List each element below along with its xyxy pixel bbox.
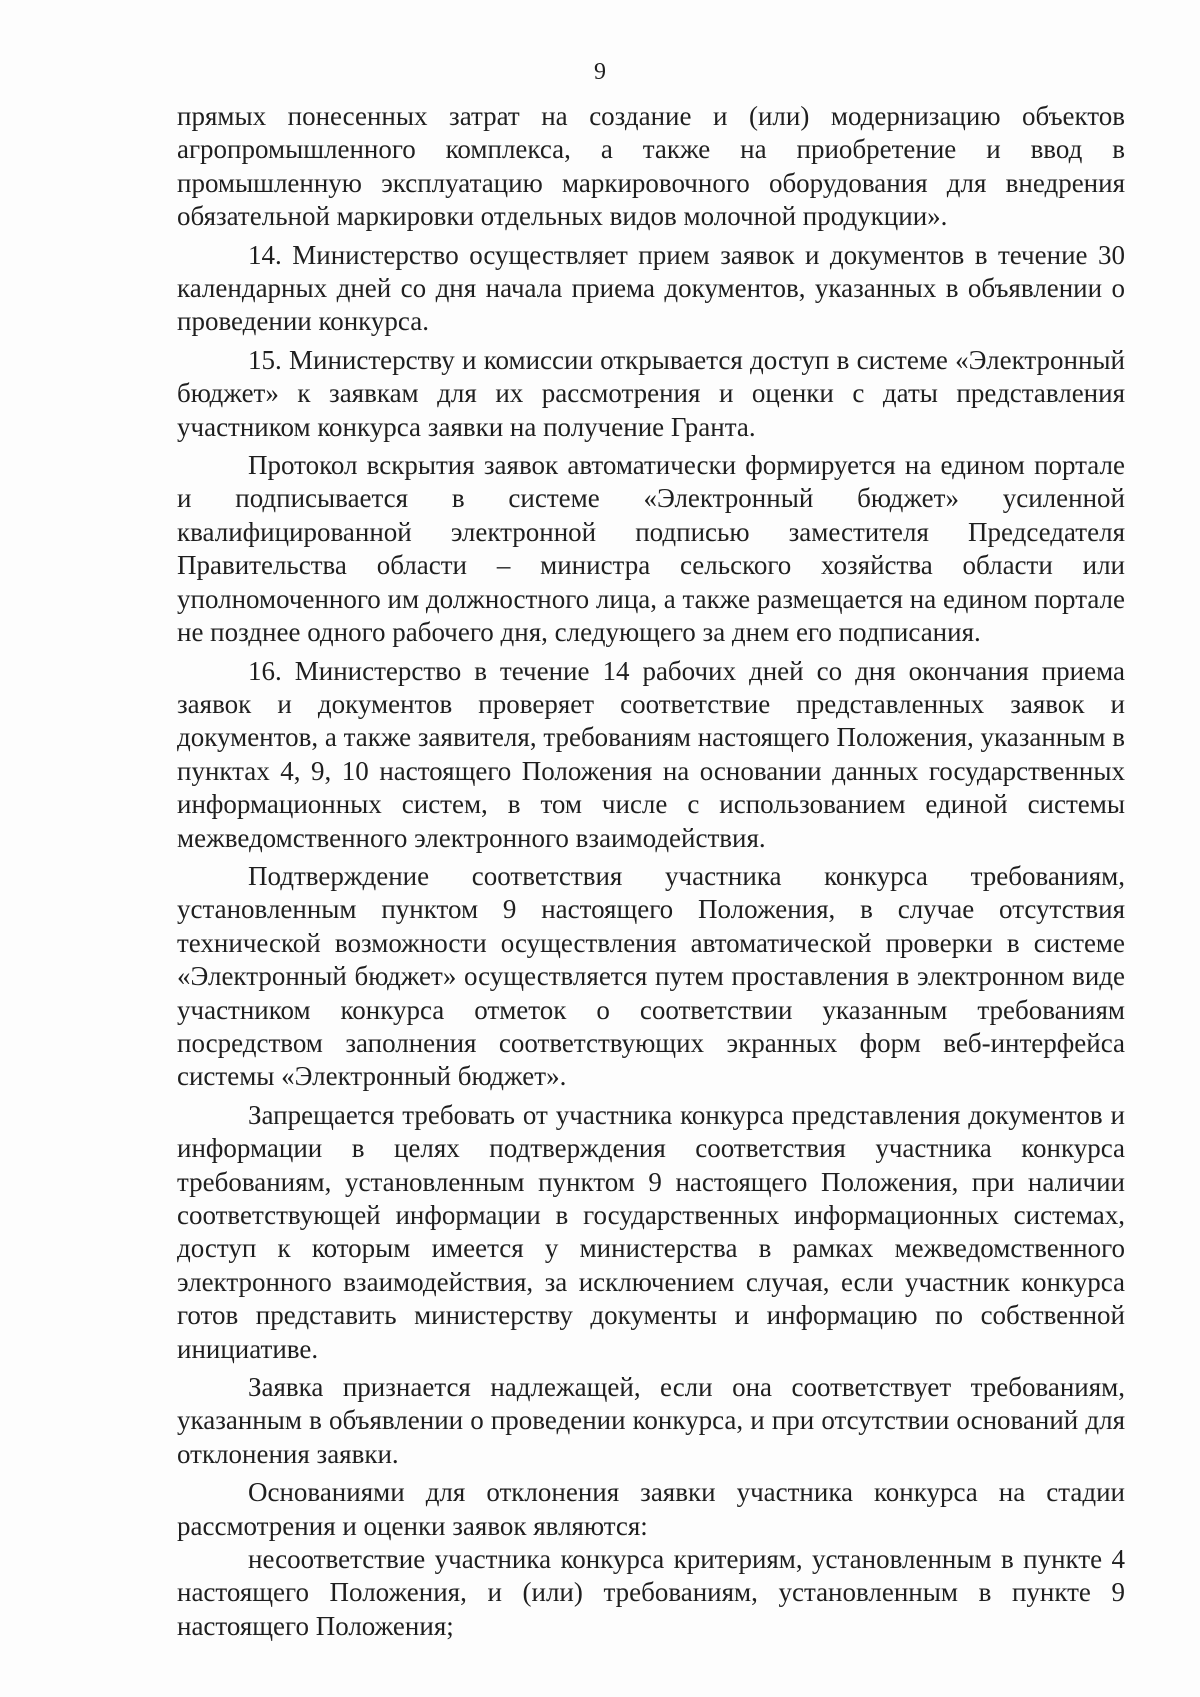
paragraph-proper-application: Заявка признается надлежащей, если она соответствует требованиям, указанным в объявлении о проведении конкурса, и при отсутствии оснований для отклонения заявки. xyxy=(177,1372,1125,1469)
paragraph-item-16: 16. Министерство в течение 14 рабочих дней со дня окончания приема заявок и документов проверяет соответствие представленных заявок и документов, а также заявителя, требованиям настоящего Положения, указанным в пунктах 4, 9, 10 настоящего Положения на основании данных государственных информационных систем, в том числе с использованием единой системы межведомственного электронного взаимодействия. xyxy=(177,655,1125,853)
document-body xyxy=(177,100,1125,1643)
paragraph-rejection-item: несоответствие участника конкурса критериям, установленным в пункте 4 настоящего Положения, и (или) требованиям, установленным в пункте 9 настоящего Положения; xyxy=(177,1544,1125,1641)
paragraph-rejection-grounds: Основаниями для отклонения заявки участника конкурса на стадии рассмотрения и оценки заявок являются: xyxy=(177,1477,1125,1541)
page-number: 9 xyxy=(594,59,606,85)
paragraph-confirmation: Подтверждение соответствия участника конкурса требованиям, установленным пунктом 9 настоящего Положения, в случае отсутствия технической возможности осуществления автоматической проверки в системе «Электронный бюджет» осуществляется путем проставления в электронном виде участником конкурса отметок о соответствии указанным требованиям посредством заполнения соответствующих экранных форм веб-интерфейса системы «Электронный бюджет». xyxy=(177,860,1125,1092)
paragraph-item-14: 14. Министерство осуществляет прием заявок и документов в течение 30 календарных дней со дня начала приема документов, указанных в объявлении о проведении конкурса. xyxy=(177,239,1125,337)
paragraph-prohibition: Запрещается требовать от участника конкурса представления документов и информации в целях подтверждения соответствия участника конкурса требованиям, установленным пунктом 9 настоящего Положения, при наличии соответствующей информации в государственных информационных системах, доступ к которым имеется у министерства в рамках межведомственного электронного взаимодействия, за исключением случая, если участник конкурса готов представить министерству документы и информацию по собственной инициативе. xyxy=(177,1099,1125,1364)
paragraph-continuation: прямых понесенных затрат на создание и (или) модернизацию объектов агропромышленного комплекса, а также на приобретение и ввод в промышленную эксплуатацию маркировочного оборудования для внедрения обязательной маркировки отдельных видов молочной продукции». xyxy=(177,101,1125,232)
paragraph-protocol: Протокол вскрытия заявок автоматически формируется на едином портале и подписывается в системе «Электронный бюджет» усиленной квалифицированной электронной подписью заместителя Председателя Правительства области – министра сельского хозяйства области или уполномоченного им должностного лица, а также размещается на едином портале не позднее одного рабочего дня, следующего за днем его подписания. xyxy=(177,450,1125,648)
paragraph-item-15: 15. Министерству и комиссии открывается доступ в системе «Электронный бюджет» к заявкам для их рассмотрения и оценки с даты представления участником конкурса заявки на получение Гранта. xyxy=(177,344,1125,442)
